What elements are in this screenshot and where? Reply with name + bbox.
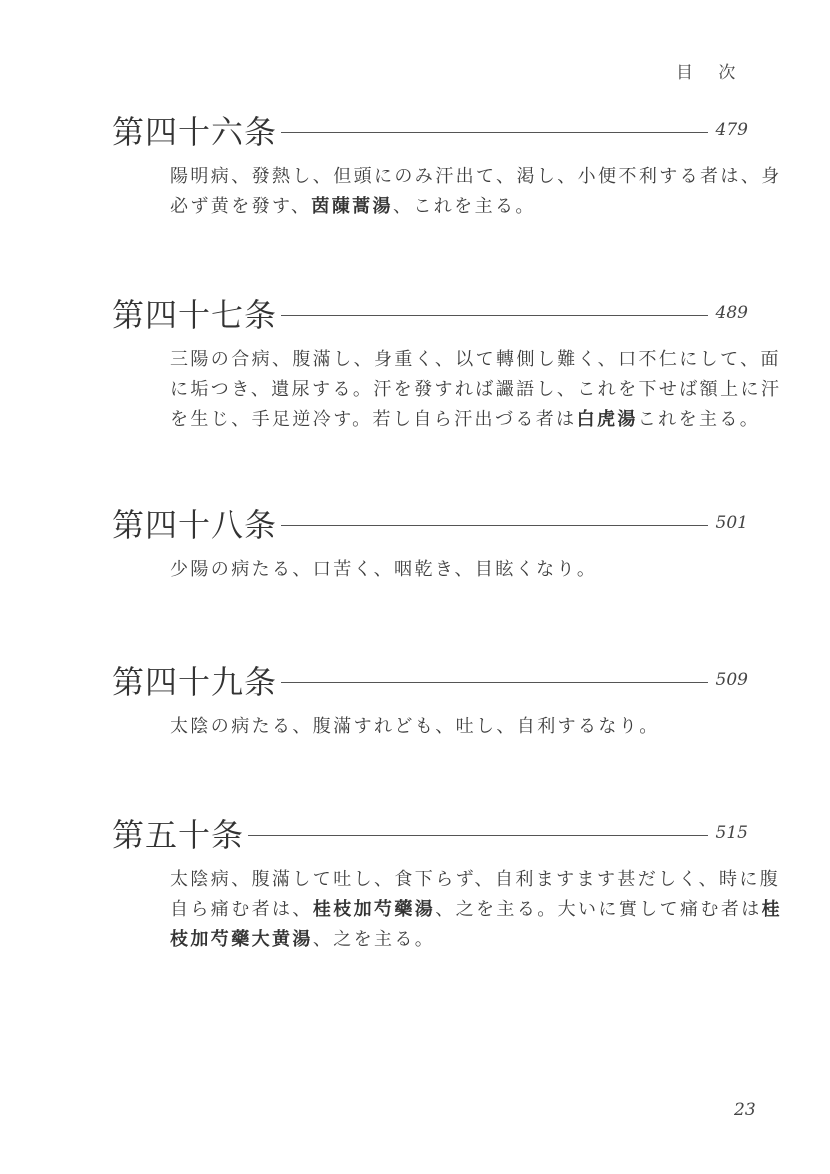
entry-text (170, 712, 748, 742)
formula-name: 白虎湯 (576, 409, 638, 430)
running-header: 目 次 (676, 63, 746, 83)
text-line (170, 375, 782, 405)
entry-page-number: 489 (715, 303, 748, 323)
entry-title[interactable]: 第四十九条 (112, 663, 278, 701)
entry-page-number: 479 (715, 120, 748, 140)
text-run: これを主る。 (637, 409, 761, 430)
text-run: に垢つき、遺尿する。汗を發すれば讝語し、これを下せば額上に汗 (170, 379, 782, 400)
text-run: 必ず黄を發す、 (170, 196, 312, 217)
toc-entry (112, 291, 782, 435)
entry-title[interactable]: 第四十八条 (112, 506, 278, 544)
text-run: を生じ、手足逆冷す。若し自ら汗出づる者は (170, 409, 577, 430)
leader-line (281, 132, 708, 133)
entry-text (170, 555, 748, 585)
text-line (170, 925, 748, 955)
entry-page-number: 509 (715, 670, 748, 690)
toc-entry (112, 658, 748, 742)
text-line (170, 555, 748, 585)
entry-heading[interactable] (112, 108, 748, 152)
leader-line (281, 682, 708, 683)
toc-entry (112, 811, 783, 955)
entry-title[interactable]: 第四十七条 (112, 296, 278, 334)
text-run: 少陽の病たる、口苦く、咽乾き、目眩くなり。 (170, 559, 598, 580)
leader-line (248, 835, 708, 836)
text-line (170, 162, 782, 192)
entry-heading[interactable] (112, 658, 748, 702)
entry-text (170, 162, 782, 222)
entry-title[interactable]: 第五十条 (112, 816, 245, 854)
leader-line (281, 525, 708, 526)
formula-name: 桂枝加芍藥湯 (312, 899, 436, 920)
text-line (170, 192, 748, 222)
page-number: 23 (734, 1100, 756, 1120)
entry-heading[interactable] (112, 501, 748, 545)
entry-page-number: 501 (715, 513, 748, 533)
entry-title[interactable]: 第四十六条 (112, 113, 278, 151)
text-run: 、之を主る。 (312, 929, 436, 950)
text-run: 太陰病、腹滿して吐し、食下らず、自利ますます甚だしく、時に腹 (170, 869, 781, 890)
text-line (170, 895, 783, 925)
text-line (170, 712, 748, 742)
entry-heading[interactable] (112, 291, 748, 335)
formula-name: 桂 (761, 899, 783, 920)
entry-text (170, 865, 783, 955)
text-line (170, 345, 781, 375)
text-run: 、之を主る。大いに實して痛む者は (435, 899, 762, 920)
entry-heading[interactable] (112, 811, 748, 855)
leader-line (281, 315, 708, 316)
text-line (170, 405, 761, 435)
text-line (170, 865, 781, 895)
formula-name: 枝加芍藥大黄湯 (170, 929, 313, 950)
toc-entry (112, 108, 782, 222)
text-run: 太陰の病たる、腹滿すれども、吐し、自利するなり。 (170, 716, 660, 737)
formula-name: 茵蔯蒿湯 (311, 196, 393, 217)
entry-text (170, 345, 782, 435)
toc-entry (112, 501, 748, 585)
text-run: 陽明病、發熱し、但頭にのみ汗出て、渇し、小便不利する者は、身 (170, 166, 782, 187)
text-run: 、これを主る。 (392, 196, 536, 217)
text-run: 自ら痛む者は、 (170, 899, 313, 920)
entry-page-number: 515 (715, 823, 748, 843)
text-run: 三陽の合病、腹滿し、身重く、以て轉側し難く、口不仁にして、面 (170, 349, 781, 370)
